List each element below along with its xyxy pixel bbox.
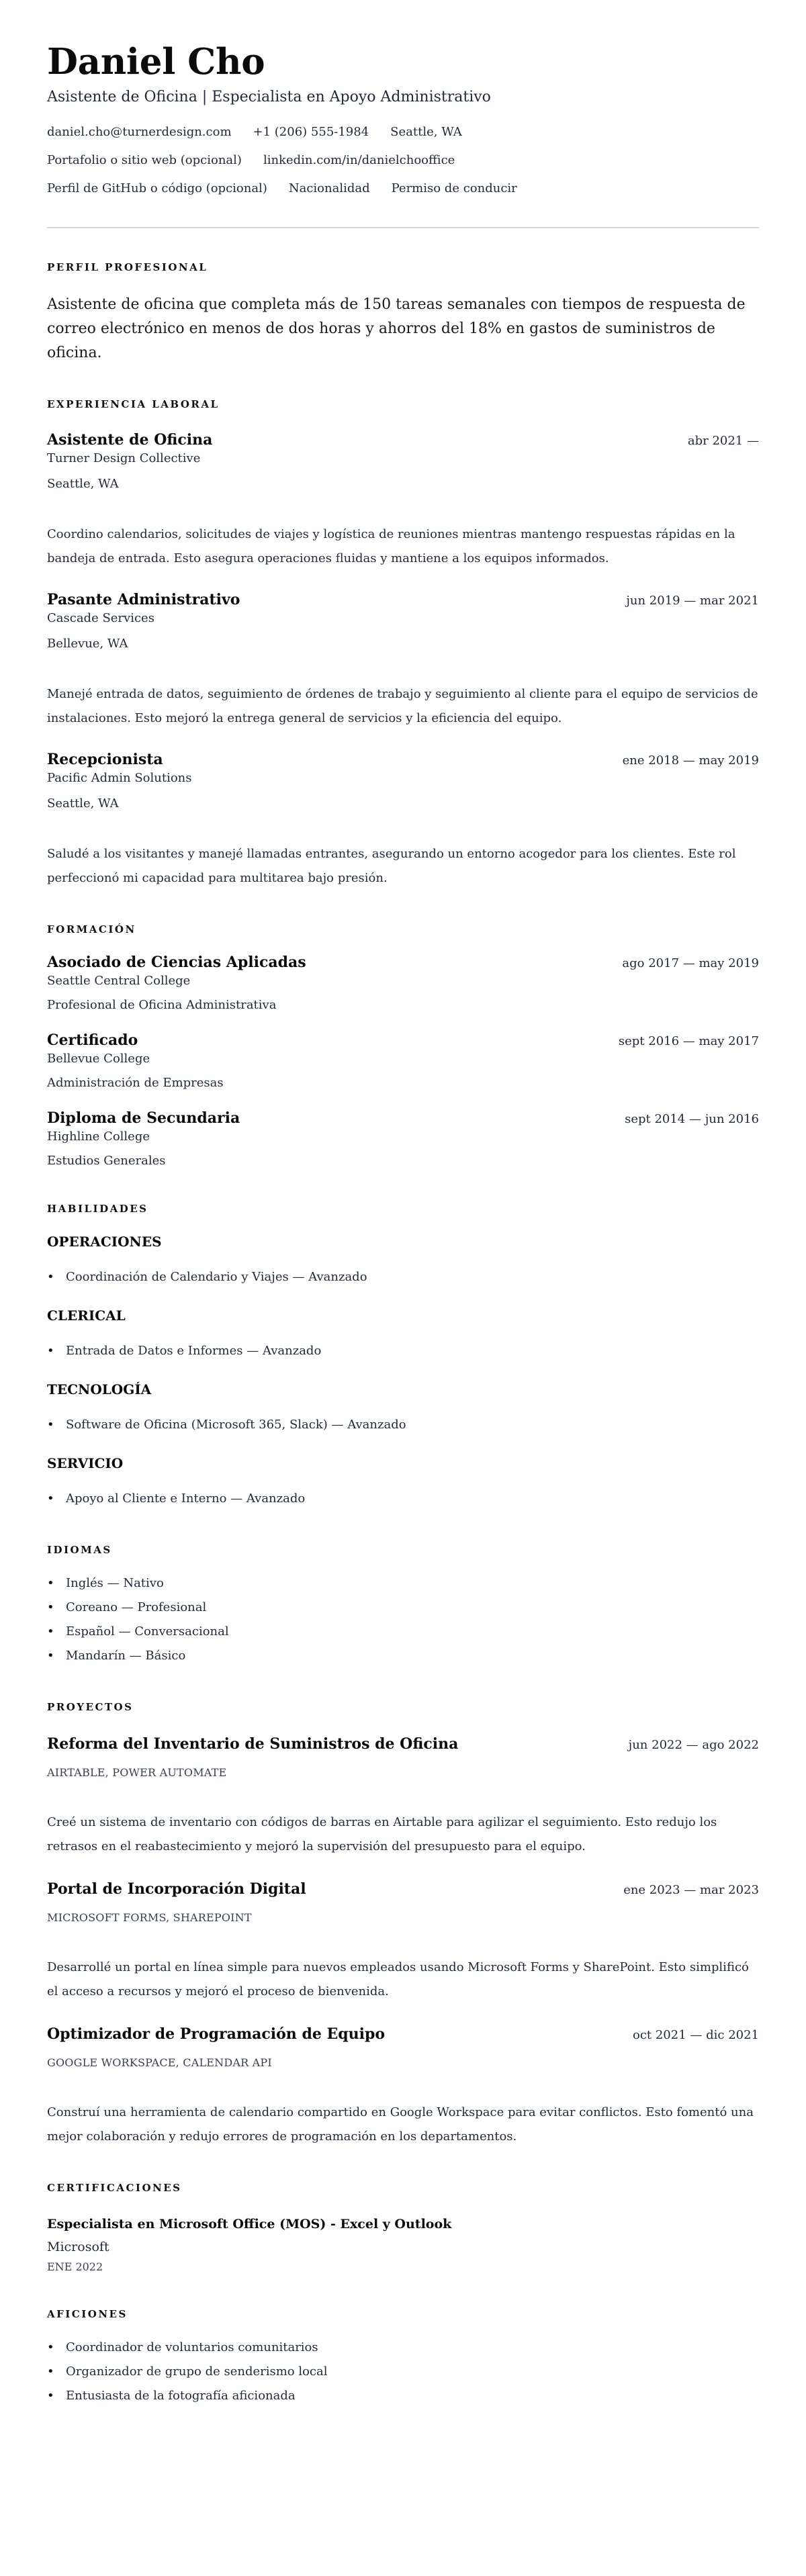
education-entry <box>47 1108 759 1170</box>
certification-entry <box>47 2215 759 2275</box>
job-title: Pasante Administrativo <box>47 591 240 608</box>
job-title: Asistente de Oficina <box>47 431 213 449</box>
education-section <box>47 923 759 1170</box>
project-tech: MICROSOFT FORMS, SHAREPOINT <box>47 1911 252 1924</box>
project-entry <box>47 2024 759 2149</box>
hobbies-section <box>47 2307 759 2408</box>
job-date: ene 2018 — may 2019 <box>622 753 759 768</box>
field-of-study: Estudios Generales <box>47 1154 166 1168</box>
job-company: Pacific Admin Solutions <box>47 771 192 785</box>
candidate-headline: Asistente de Oficina | Especialista en Apoyo Administrativo <box>47 89 491 105</box>
job-location: Seattle, WA <box>47 796 119 811</box>
contact-email[interactable]: daniel.cho@turnerdesign.com <box>47 125 232 139</box>
project-date: oct 2021 — dic 2021 <box>632 2028 759 2042</box>
summary-text: Asistente de oficina que completa más de 150 tareas semanales con tiempos de respuesta de correo electrónico en menos de dos horas y ahorros del 18% en gastos de suministros de oficina. <box>47 296 746 361</box>
contact-location: Seattle, WA <box>390 125 462 139</box>
project-name: Optimizador de Programación de Equipo <box>47 2025 386 2043</box>
skill-item: • Coordinación de Calendario y Viajes — Avanzado <box>47 1265 759 1289</box>
education-date: sept 2016 — may 2017 <box>618 1034 759 1048</box>
project-tech: GOOGLE WORKSPACE, CALENDAR API <box>47 2056 272 2069</box>
job-description: Saludé a los visitantes y manejé llamadas entrantes, asegurando un entorno acogedor para los clientes. Este rol perfeccionó mi capacidad para multitarea bajo presión. <box>47 847 736 885</box>
section-title: IDIOMAS <box>47 1544 112 1556</box>
skill-group <box>47 1307 759 1363</box>
project-name: Reforma del Inventario de Suministros de Oficina <box>47 1735 459 1753</box>
skill-group <box>47 1455 759 1511</box>
resume-header <box>47 40 759 228</box>
experience-entry <box>47 430 759 571</box>
job-location: Seattle, WA <box>47 477 119 491</box>
skill-category: OPERACIONES <box>47 1234 162 1250</box>
job-date: abr 2021 — <box>687 434 759 448</box>
experience-entry <box>47 590 759 731</box>
school-name: Bellevue College <box>47 1052 150 1066</box>
job-title: Recepcionista <box>47 751 163 768</box>
education-date: sept 2014 — jun 2016 <box>625 1112 759 1126</box>
skill-category: CLERICAL <box>47 1307 126 1324</box>
header-divider <box>47 227 759 228</box>
language-item: • Coreano — Profesional <box>47 1596 759 1620</box>
certification-issuer: Microsoft <box>47 2240 109 2254</box>
hobby-item: • Organizador de grupo de senderismo local <box>47 2360 759 2384</box>
project-description: Desarrollé un portal en línea simple para nuevos empleados usando Microsoft Forms y SharePoint. Esto simplificó el acceso a recursos y mejoró el proceso de bienvenida. <box>47 1960 749 1998</box>
contact-nationality: Nacionalidad <box>288 181 370 195</box>
project-description: Creé un sistema de inventario con códigos de barras en Airtable para agilizar el seguimiento. Esto redujo los retrasos en el reabastecimiento y mejoró la supervisión del presupuesto para el equipo. <box>47 1815 717 1853</box>
project-tech: AIRTABLE, POWER AUTOMATE <box>47 1766 227 1779</box>
job-company: Cascade Services <box>47 611 154 625</box>
skills-section <box>47 1202 759 1511</box>
project-name: Portal de Incorporación Digital <box>47 1880 306 1898</box>
skill-category: SERVICIO <box>47 1455 124 1471</box>
project-entry <box>47 1734 759 1859</box>
contact-row <box>47 152 759 169</box>
section-title: CERTIFICACIONES <box>47 2182 182 2194</box>
candidate-name: Daniel Cho <box>47 41 265 83</box>
contact-linkedin[interactable]: linkedin.com/in/danielchooffice <box>263 153 455 167</box>
job-date: jun 2019 — mar 2021 <box>626 594 759 608</box>
field-of-study: Profesional de Oficina Administrativa <box>47 998 277 1012</box>
school-name: Highline College <box>47 1130 150 1144</box>
project-description: Construí una herramienta de calendario compartido en Google Workspace para evitar conflictos. Esto fomentó una mejor colaboración y redujo errores de programación en los departamentos. <box>47 2105 754 2144</box>
skill-item: • Software de Oficina (Microsoft 365, Slack) — Avanzado <box>47 1413 759 1437</box>
language-item: • Mandarín — Básico <box>47 1644 759 1668</box>
project-entry <box>47 1879 759 2004</box>
contact-phone[interactable]: +1 (206) 555-1984 <box>253 125 369 139</box>
certification-date: ENE 2022 <box>47 2260 103 2273</box>
school-name: Seattle Central College <box>47 974 191 988</box>
hobby-item: • Coordinador de voluntarios comunitarios <box>47 2336 759 2360</box>
job-company: Turner Design Collective <box>47 451 201 465</box>
degree-title: Asociado de Ciencias Aplicadas <box>47 954 306 971</box>
project-date: ene 2023 — mar 2023 <box>623 1883 759 1897</box>
job-description: Coordino calendarios, solicitudes de viajes y logística de reuniones mientras mantengo respuestas rápidas en la bandeja de entrada. Esto asegura operaciones fluidas y mantiene a los equipos informados. <box>47 527 735 565</box>
project-date: jun 2022 — ago 2022 <box>628 1738 759 1752</box>
certification-name: Especialista en Microsoft Office (MOS) - Excel y Outlook <box>47 2217 452 2232</box>
skill-group <box>47 1381 759 1437</box>
section-title: PERFIL PROFESIONAL <box>47 261 208 273</box>
field-of-study: Administración de Empresas <box>47 1076 224 1090</box>
degree-title: Diploma de Secundaria <box>47 1109 240 1127</box>
education-entry <box>47 1030 759 1092</box>
job-location: Bellevue, WA <box>47 637 128 651</box>
language-item: • Inglés — Nativo <box>47 1571 759 1596</box>
contact-drivers-license: Permiso de conducir <box>391 181 517 195</box>
job-description: Manejé entrada de datos, seguimiento de órdenes de trabajo y seguimiento al cliente para el equipo de servicios de instalaciones. Esto mejoró la entrega general de servicios y la eficiencia del equipo. <box>47 687 758 725</box>
languages-section <box>47 1543 759 1668</box>
contact-row <box>47 124 759 141</box>
hobby-item: • Entusiasta de la fotografía aficionada <box>47 2384 759 2408</box>
section-title: FORMACIÓN <box>47 923 136 935</box>
skill-item: • Apoyo al Cliente e Interno — Avanzado <box>47 1487 759 1511</box>
experience-section <box>47 398 759 890</box>
projects-section <box>47 1700 759 2149</box>
certifications-section <box>47 2181 759 2275</box>
contact-row <box>47 180 759 197</box>
degree-title: Certificado <box>47 1031 138 1049</box>
skill-item: • Entrada de Datos e Informes — Avanzado <box>47 1339 759 1363</box>
education-date: ago 2017 — may 2019 <box>622 956 759 970</box>
contact-github[interactable]: Perfil de GitHub o código (opcional) <box>47 181 267 195</box>
skill-group <box>47 1233 759 1289</box>
section-title: AFICIONES <box>47 2308 128 2320</box>
section-title: HABILIDADES <box>47 1203 148 1215</box>
experience-entry <box>47 749 759 890</box>
summary-section <box>47 261 759 365</box>
education-entry <box>47 952 759 1014</box>
skill-category: TECNOLOGÍA <box>47 1381 152 1397</box>
language-item: • Español — Conversacional <box>47 1620 759 1644</box>
section-title: PROYECTOS <box>47 1701 134 1713</box>
section-title: EXPERIENCIA LABORAL <box>47 398 220 410</box>
contact-portfolio[interactable]: Portafolio o sitio web (opcional) <box>47 153 242 167</box>
